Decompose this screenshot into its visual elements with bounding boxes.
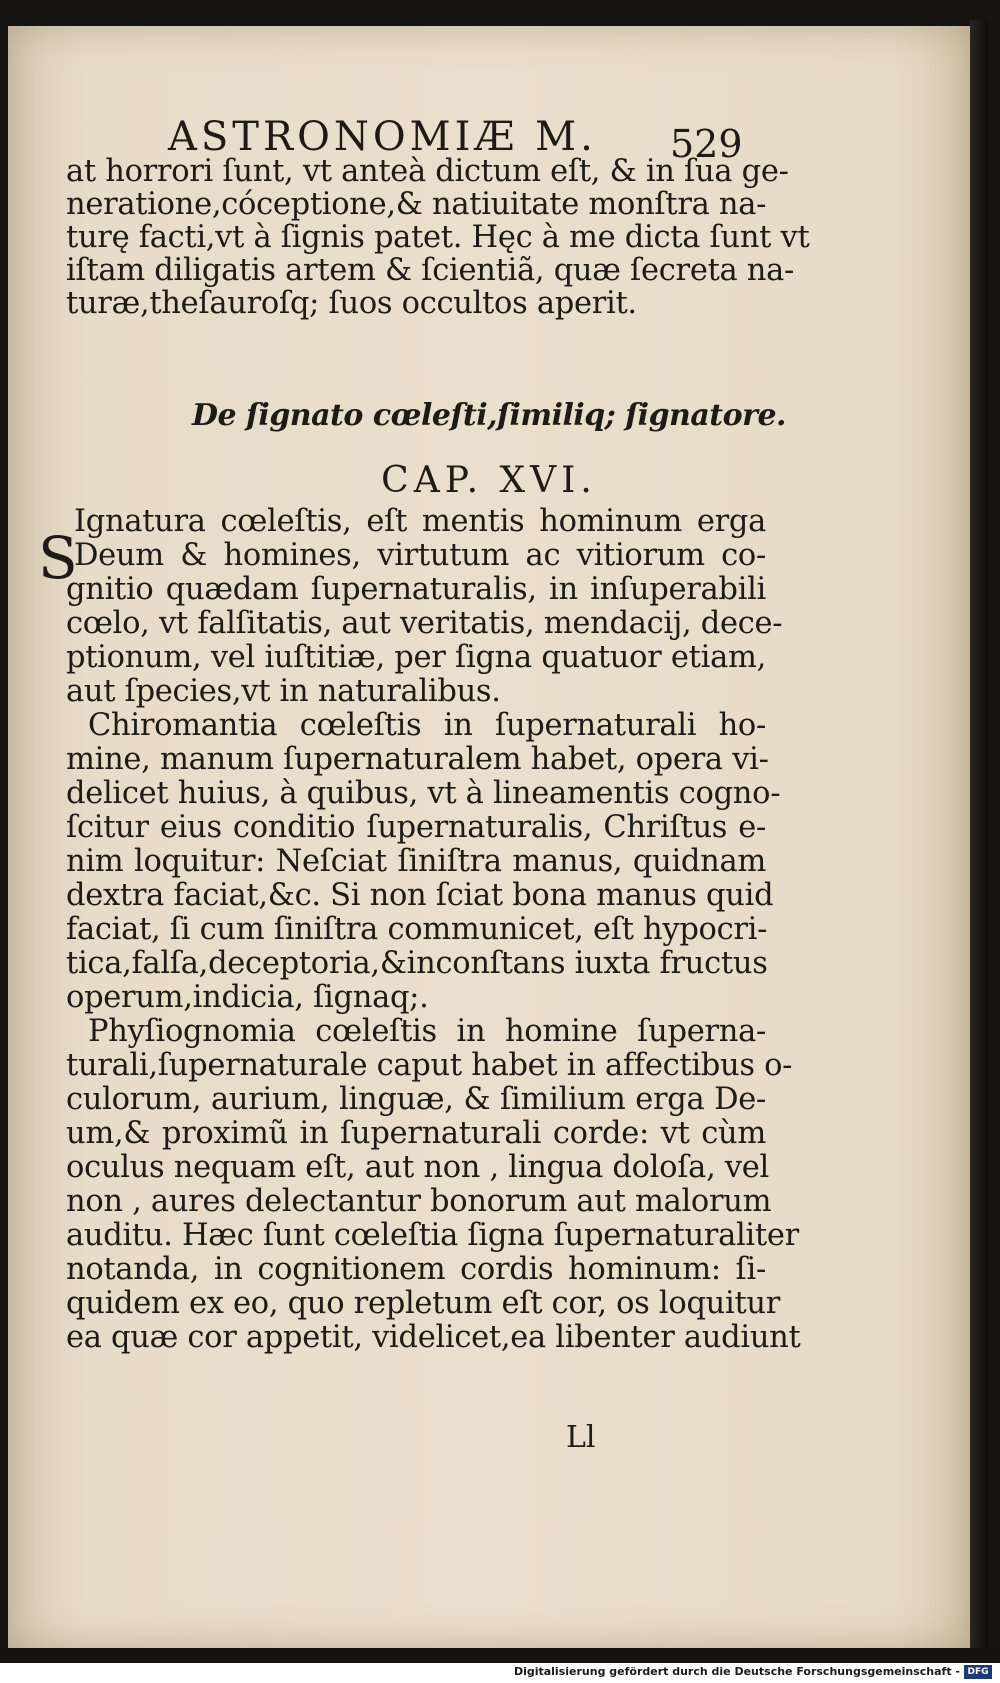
text-line: gnitio quædam ſupernaturalis, in inſuperabili: [66, 572, 766, 607]
text-line: dextra faciat,&c. Si non ſciat bona manus quid: [66, 878, 774, 913]
text-line: faciat, ſi cum ſiniſtra communicet, eſt hypocri-: [66, 912, 768, 947]
footer-credit: Digitalisierung gefördert durch die Deutsche Forschungsgemeinschaft -: [513, 1665, 960, 1678]
text-line: turę facti,vt à ſignis patet. Hęc à me dicta ſunt vt: [66, 220, 810, 255]
dfg-logo-text: DFG: [967, 1667, 989, 1677]
text-line: at horrori ſunt, vt anteà dictum eſt, & in ſua ge-: [66, 154, 789, 189]
scan-bottom-edge: [0, 1648, 1000, 1663]
text-line: iſtam diligatis artem & ſcientiã, quæ ſecreta na-: [66, 253, 795, 288]
text-line: neratione,cóceptione,& natiuitate monſtra na-: [66, 187, 767, 222]
section-heading: De ſignato cœleſti,ſimiliq; ſignatore.: [191, 398, 787, 433]
text-line: non , aures delectantur bonorum aut malorum: [66, 1184, 772, 1219]
text-line: mine, manum ſupernaturalem habet, opera vi-: [66, 742, 769, 777]
text-line: cœlo, vt falſitatis, aut veritatis, mendacij, dece-: [66, 606, 783, 641]
text-line: ptionum, vel iuſtitiæ, per ſigna quatuor etiam,: [66, 640, 766, 675]
text-line: Deum & homines, virtutum ac vitiorum co-: [74, 538, 766, 573]
text-line: tica,falſa,deceptoria,&inconſtans iuxta fructus: [66, 946, 768, 981]
text-line: turali,ſupernaturale caput habet in affectibus o-: [66, 1048, 793, 1083]
digitization-footer: [0, 1663, 1000, 1683]
text-line: Ignatura cœleſtis, eſt mentis hominum erga: [74, 504, 766, 539]
text-line: ſcitur eius conditio ſupernaturalis, Chriſtus e-: [66, 810, 766, 845]
text-line: delicet huius, à quibus, vt à lineamentis cogno-: [66, 776, 781, 811]
page-number: 529: [670, 122, 743, 166]
text-line: um,& proximũ in ſupernaturali corde: vt cùm: [66, 1116, 766, 1151]
text-line: operum,indicia, ſignaq;.: [66, 980, 429, 1015]
text-line: Phyſiognomia cœleſtis in homine ſuperna-: [88, 1014, 766, 1049]
text-line: Chiromantia cœleſtis in ſupernaturali ho-: [88, 708, 766, 743]
dfg-logo: [964, 1665, 992, 1679]
catchword: Ll: [566, 1420, 596, 1455]
text-line: aut ſpecies,vt in naturalibus.: [66, 674, 501, 709]
text-line: turæ,theſauroſq; ſuos occultos aperit.: [66, 286, 637, 321]
text-line: quidem ex eo, quo repletum eſt cor, os loquitur: [66, 1286, 781, 1321]
text-line: nim loquitur: Neſciat ſiniſtra manus, quidnam: [66, 844, 766, 879]
text-line: notanda, in cognitionem cordis hominum: ſi-: [66, 1252, 766, 1287]
running-head: ASTRONOMIÆ M.: [168, 114, 597, 160]
chapter-title: CAP. XVI.: [381, 460, 597, 501]
book-page: [8, 26, 970, 1648]
drop-cap: S: [38, 524, 78, 592]
text-line: auditu. Hæc ſunt cœleſtia ſigna ſupernaturaliter: [66, 1218, 799, 1253]
text-line: ea quæ cor appetit, videlicet,ea libenter audiunt: [66, 1320, 801, 1355]
book-edge: [970, 20, 988, 1650]
text-line: oculus nequam eſt, aut non , lingua doloſa, vel: [66, 1150, 769, 1185]
text-line: culorum, aurium, linguæ, & ſimilium erga De-: [66, 1082, 766, 1117]
